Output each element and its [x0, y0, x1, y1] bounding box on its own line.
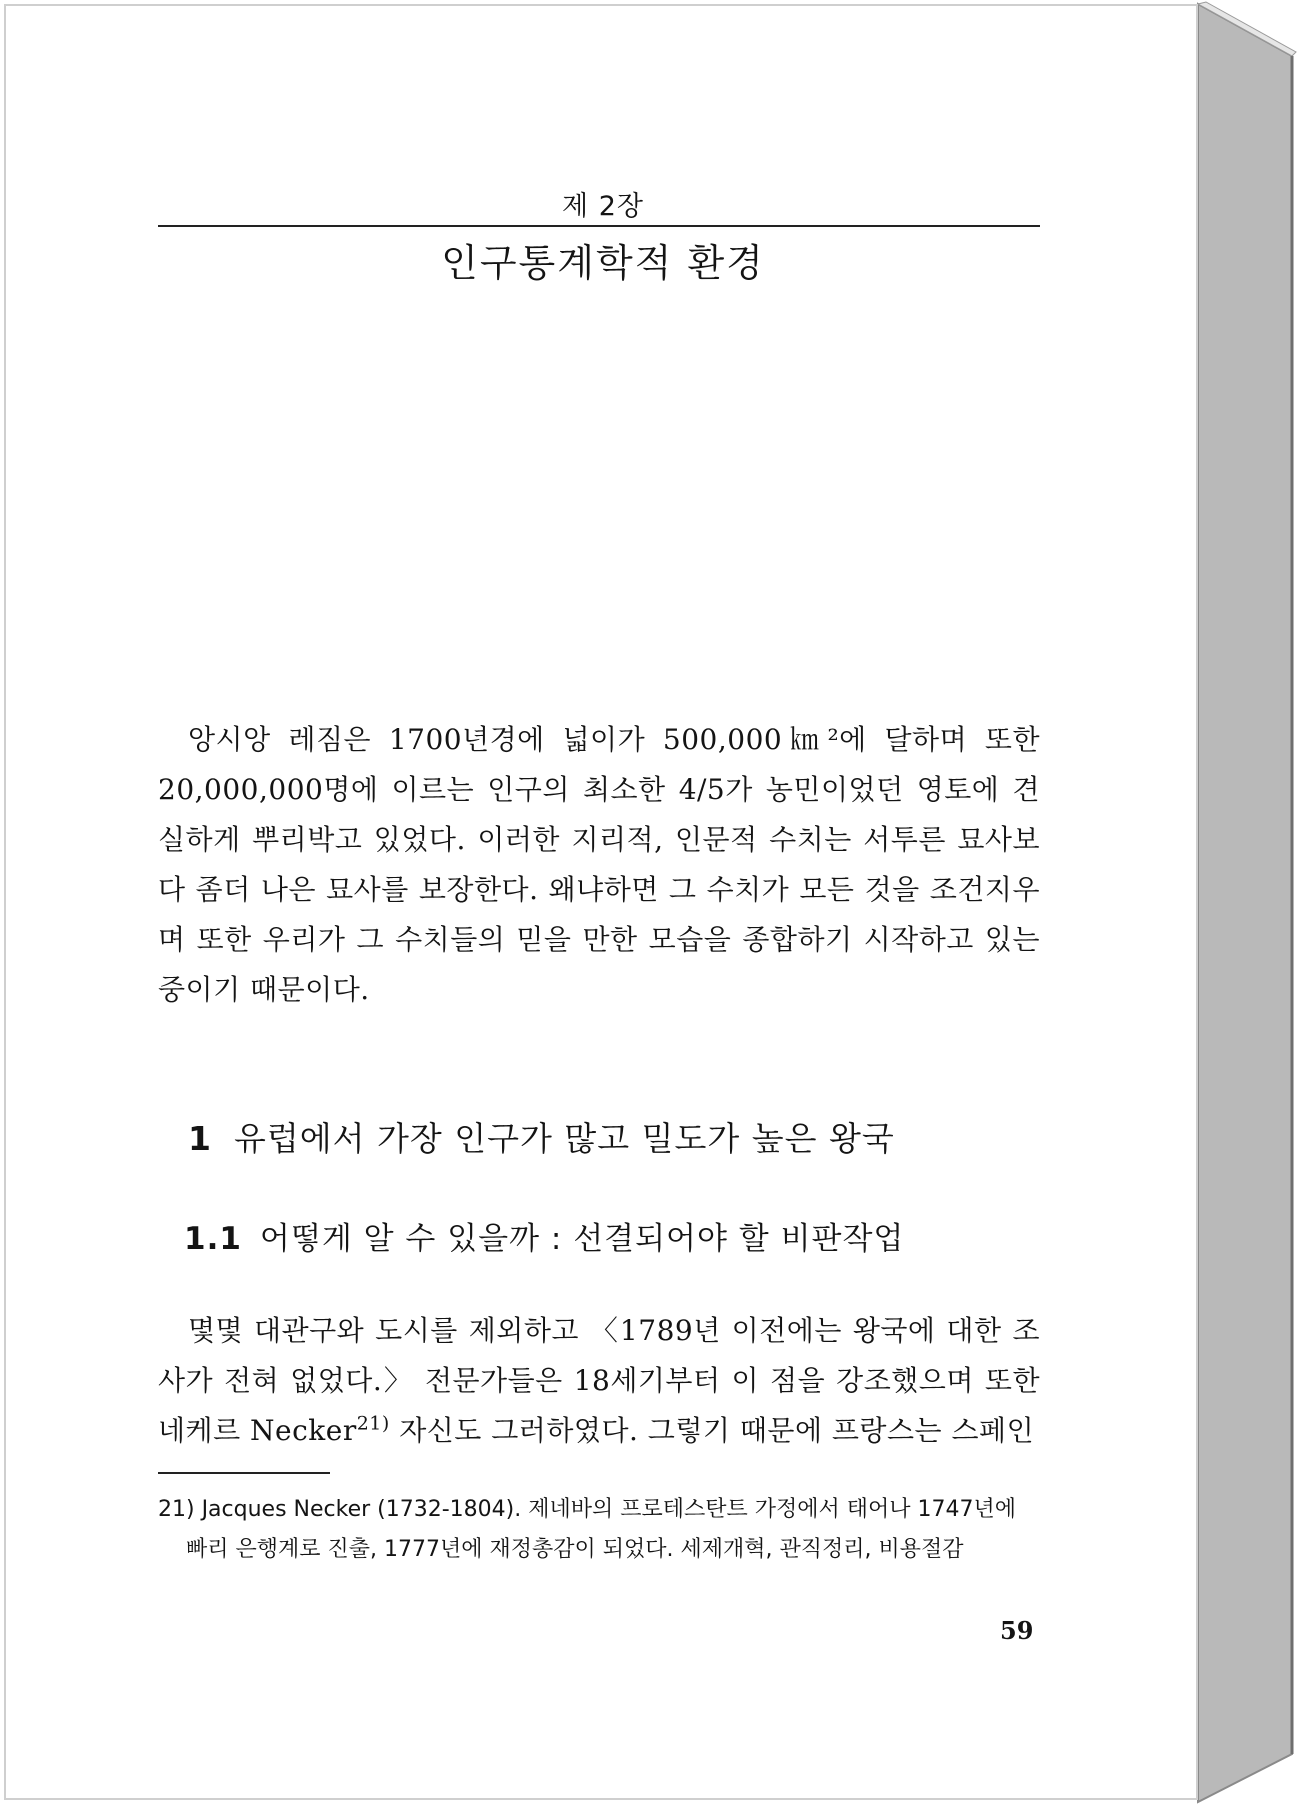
- section-heading: [188, 1113, 895, 1160]
- chapter-divider: [158, 225, 1040, 227]
- footnote-line-1: 21) Jacques Necker (1732-1804). 제네바의 프로테스탄트 가정에서 태어나 1747년에: [158, 1497, 1016, 1522]
- chapter-number: 제 2장: [562, 191, 644, 222]
- book-page: [4, 4, 1198, 1800]
- footnote-reference: 21): [356, 1412, 390, 1435]
- paragraph-text-before-ref: 몇몇 대관구와 도시를 제외하고 〈1789년 이전에는 왕국에 대한 조사가 전혀 없었다.〉 전문가들은 18세기부터 이 점을 강조했으며 또한 네케르 Necker: [158, 1314, 1040, 1447]
- subsection-number: 1.1: [184, 1221, 242, 1257]
- body-paragraph: [158, 1306, 1040, 1456]
- footnote-line-2: 빠리 은행계로 진출, 1777년에 재정총감이 되었다. 세제개혁, 관직정리, 비용절감: [186, 1537, 964, 1562]
- paragraph-text-after-ref: 자신도 그러하였다. 그렇기 때문에 프랑스는 스페인: [389, 1414, 1035, 1447]
- section-number: 1: [188, 1119, 212, 1158]
- chapter-title: 인구통계학적 환경: [441, 241, 765, 285]
- subsection-title: 어떻게 알 수 있을까 : 선결되어야 할 비판작업: [259, 1221, 905, 1257]
- footnote: [158, 1490, 1040, 1570]
- page-number: 59: [1000, 1616, 1034, 1645]
- intro-paragraph: 앙시앙 레짐은 1700년경에 넓이가 500,000㎞²에 달하며 또한 20,000,000명에 이르는 인구의 최소한 4/5가 농민이었던 영토에 견실하게 뿌리박고 있었다. 이러한 지리적, 인문적 수치는 서투른 묘사보다 좀더 나은 묘사를 보장한다. 왜냐하면 그 수치가 모든 것을 조건지우며 또한 우리가 그 수치들의 믿을 만한 모습을 종합하기 시작하고 있는 중이기 때문이다.: [158, 723, 1040, 1006]
- section-title: 유럽에서 가장 인구가 많고 밀도가 높은 왕국: [233, 1119, 895, 1158]
- footnote-divider: [158, 1472, 330, 1474]
- subsection-heading: [184, 1213, 904, 1258]
